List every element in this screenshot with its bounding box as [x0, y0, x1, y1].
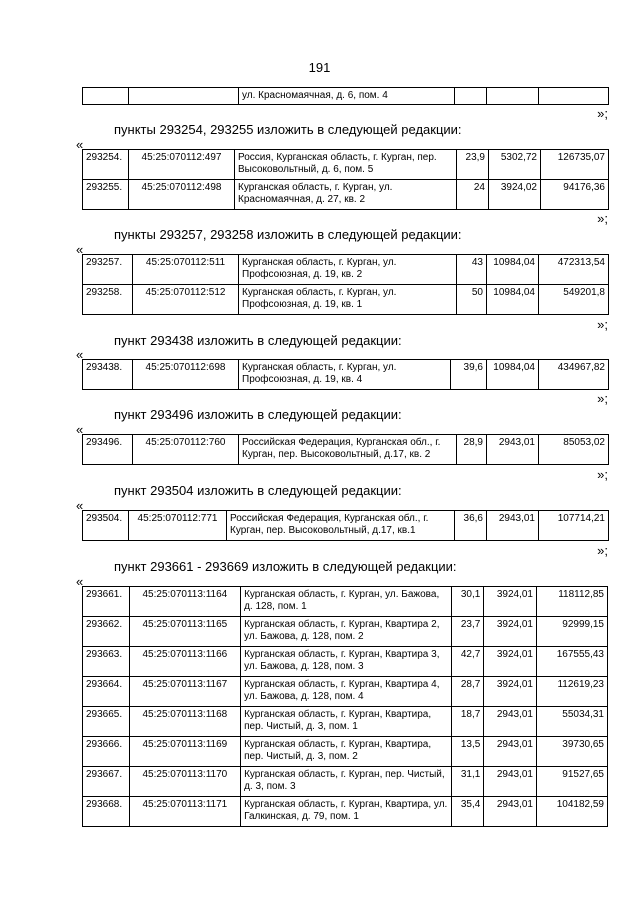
table-row	[83, 587, 608, 617]
cell-cost: 91527,65	[537, 767, 608, 797]
cell-cadastral: 45:25:070112:497	[129, 150, 235, 180]
cell-cadastral: 45:25:070113:1166	[129, 647, 240, 677]
cell-address: Курганская область, г. Курган, Квартира, пер. Чистый, д. 3, пом. 2	[241, 737, 452, 767]
cell-address: Российская Федерация, Курганская обл., г. Курган, пер. Высоковольтный, д.17, кв. 2	[239, 435, 457, 465]
cell-price: 3924,01	[484, 617, 537, 647]
section-table	[82, 510, 609, 541]
cell-area: 18,7	[451, 707, 483, 737]
cell-num: 293666.	[83, 737, 130, 767]
cell-address: Курганская область, г. Курган, ул. Профсоюзная, д. 19, кв. 4	[239, 360, 451, 390]
cell-price: 2943,01	[484, 707, 537, 737]
cell-num: 293668.	[83, 797, 130, 827]
cell-cadastral: 45:25:070112:771	[129, 511, 227, 541]
cell-price: 2943,01	[484, 797, 537, 827]
cell-cadastral: 45:25:070112:760	[133, 435, 239, 465]
cell-cost: 167555,43	[537, 647, 608, 677]
cell-num: 293496.	[83, 435, 133, 465]
cell-cadastral	[129, 88, 239, 105]
cell-cadastral: 45:25:070113:1171	[129, 797, 240, 827]
cell-price: 3924,02	[489, 180, 541, 210]
cell-area: 31,1	[451, 767, 483, 797]
table-row	[83, 677, 608, 707]
section-table	[82, 149, 609, 210]
cell-cost: 472313,54	[539, 255, 609, 285]
closing-quote: »;	[597, 467, 608, 482]
table-row	[83, 88, 609, 105]
cell-price: 2943,01	[487, 435, 539, 465]
cell-num: 293667.	[83, 767, 130, 797]
opening-quote: «	[76, 347, 84, 362]
cell-area: 39,6	[451, 360, 487, 390]
cell-price: 5302,72	[489, 150, 541, 180]
cell-area: 23,9	[457, 150, 489, 180]
table-row	[83, 360, 609, 390]
closing-quote: »;	[597, 543, 608, 558]
cell-address: Курганская область, г. Курган, ул. Профсоюзная, д. 19, кв. 2	[239, 255, 457, 285]
cell-cadastral: 45:25:070113:1165	[129, 617, 240, 647]
cell-cadastral: 45:25:070113:1168	[129, 707, 240, 737]
cell-address: Курганская область, г. Курган, Квартира, пер. Чистый, д. 3, пом. 1	[241, 707, 452, 737]
table-row	[83, 647, 608, 677]
cell-num: 293665.	[83, 707, 130, 737]
table-row	[83, 737, 608, 767]
cell-price: 10984,04	[487, 285, 539, 315]
cell-cost: 94176,36	[541, 180, 609, 210]
section-table	[82, 254, 609, 315]
cell-area: 28,7	[451, 677, 483, 707]
cell-num: 293438.	[83, 360, 133, 390]
table-row	[83, 707, 608, 737]
cell-num: 293504.	[83, 511, 129, 541]
section-instruction: пункты 293254, 293255 изложить в следующей редакции:	[114, 122, 462, 137]
table-row	[83, 797, 608, 827]
cell-address: Курганская область, г. Курган, Квартира 4, ул. Бажова, д. 128, пом. 4	[241, 677, 452, 707]
cell-num: 293662.	[83, 617, 130, 647]
cell-area: 36,6	[455, 511, 487, 541]
opening-quote: «	[76, 137, 84, 152]
cell-price: 10984,04	[487, 360, 539, 390]
cell-cost: 118112,85	[537, 587, 608, 617]
cell-cost	[539, 88, 609, 105]
table-row	[83, 767, 608, 797]
opening-quote: «	[76, 574, 84, 589]
closing-quote: »;	[597, 106, 608, 121]
cell-address: Курганская область, г. Курган, ул. Красномаячная, д. 27, кв. 2	[235, 180, 457, 210]
cell-address: Курганская область, г. Курган, ул. Бажова, д. 128, пом. 1	[241, 587, 452, 617]
section-instruction: пункт 293661 - 293669 изложить в следующей редакции:	[114, 559, 457, 574]
cell-num	[83, 88, 129, 105]
cell-area: 50	[457, 285, 487, 315]
cell-address: Курганская область, г. Курган, Квартира 3, ул. Бажова, д. 128, пом. 3	[241, 647, 452, 677]
cell-price: 10984,04	[487, 255, 539, 285]
section-table	[82, 434, 609, 465]
cell-cost: 434967,82	[539, 360, 609, 390]
cell-cost: 92999,15	[537, 617, 608, 647]
opening-quote: «	[76, 242, 84, 257]
cell-cadastral: 45:25:070112:498	[129, 180, 235, 210]
cell-cost: 112619,23	[537, 677, 608, 707]
section-instruction: пункт 293496 изложить в следующей редакции:	[114, 407, 402, 422]
cell-address: Курганская область, г. Курган, ул. Профсоюзная, д. 19, кв. 1	[239, 285, 457, 315]
cell-cost: 549201,8	[539, 285, 609, 315]
cell-cost: 107714,21	[539, 511, 609, 541]
cell-area: 35,4	[451, 797, 483, 827]
cell-price: 3924,01	[484, 587, 537, 617]
page-number: 191	[308, 60, 331, 75]
cell-area: 43	[457, 255, 487, 285]
cell-num: 293258.	[83, 285, 133, 315]
cell-price: 3924,01	[484, 647, 537, 677]
section-table	[82, 586, 608, 827]
table-row	[83, 617, 608, 647]
cell-address: Россия, Курганская область, г. Курган, пер. Высоковольтный, д. 6, пом. 5	[235, 150, 457, 180]
cell-area: 30,1	[451, 587, 483, 617]
section-instruction: пункт 293504 изложить в следующей редакции:	[114, 483, 402, 498]
cell-cost: 104182,59	[537, 797, 608, 827]
cell-price	[487, 88, 539, 105]
cell-num: 293664.	[83, 677, 130, 707]
opening-quote: «	[76, 422, 84, 437]
continuation-table	[82, 87, 609, 105]
cell-num: 293661.	[83, 587, 130, 617]
cell-area: 13,5	[451, 737, 483, 767]
cell-price: 2943,01	[487, 511, 539, 541]
cell-cadastral: 45:25:070112:512	[133, 285, 239, 315]
cell-cost: 39730,65	[537, 737, 608, 767]
cell-area: 23,7	[451, 617, 483, 647]
table-row	[83, 285, 609, 315]
cell-address: ул. Красномаячная, д. 6, пом. 4	[239, 88, 455, 105]
cell-cost: 85053,02	[539, 435, 609, 465]
cell-num: 293254.	[83, 150, 129, 180]
section-table	[82, 359, 609, 390]
cell-price: 2943,01	[484, 767, 537, 797]
table-row	[83, 180, 609, 210]
section-instruction: пункт 293438 изложить в следующей редакции:	[114, 333, 402, 348]
section-instruction: пункты 293257, 293258 изложить в следующей редакции:	[114, 227, 462, 242]
cell-address: Курганская область, г. Курган, Квартира 2, ул. Бажова, д. 128, пом. 2	[241, 617, 452, 647]
opening-quote: «	[76, 498, 84, 513]
closing-quote: »;	[597, 211, 608, 226]
cell-cadastral: 45:25:070112:511	[133, 255, 239, 285]
cell-cost: 126735,07	[541, 150, 609, 180]
cell-cadastral: 45:25:070113:1164	[129, 587, 240, 617]
cell-cadastral: 45:25:070113:1170	[129, 767, 240, 797]
cell-num: 293255.	[83, 180, 129, 210]
cell-address: Российская Федерация, Курганская обл., г. Курган, пер. Высоковольтный, д.17, кв.1	[227, 511, 455, 541]
cell-cost: 55034,31	[537, 707, 608, 737]
table-row	[83, 435, 609, 465]
cell-area	[455, 88, 487, 105]
table-row	[83, 511, 609, 541]
cell-address: Курганская область, г. Курган, Квартира, ул. Галкинская, д. 79, пом. 1	[241, 797, 452, 827]
cell-num: 293257.	[83, 255, 133, 285]
closing-quote: »;	[597, 391, 608, 406]
cell-cadastral: 45:25:070113:1169	[129, 737, 240, 767]
cell-cadastral: 45:25:070112:698	[133, 360, 239, 390]
table-row	[83, 255, 609, 285]
cell-cadastral: 45:25:070113:1167	[129, 677, 240, 707]
table-row	[83, 150, 609, 180]
cell-price: 3924,01	[484, 677, 537, 707]
closing-quote: »;	[597, 317, 608, 332]
cell-area: 28,9	[457, 435, 487, 465]
cell-area: 42,7	[451, 647, 483, 677]
cell-price: 2943,01	[484, 737, 537, 767]
cell-num: 293663.	[83, 647, 130, 677]
cell-address: Курганская область, г. Курган, пер. Чистый, д. 3, пом. 3	[241, 767, 452, 797]
cell-area: 24	[457, 180, 489, 210]
